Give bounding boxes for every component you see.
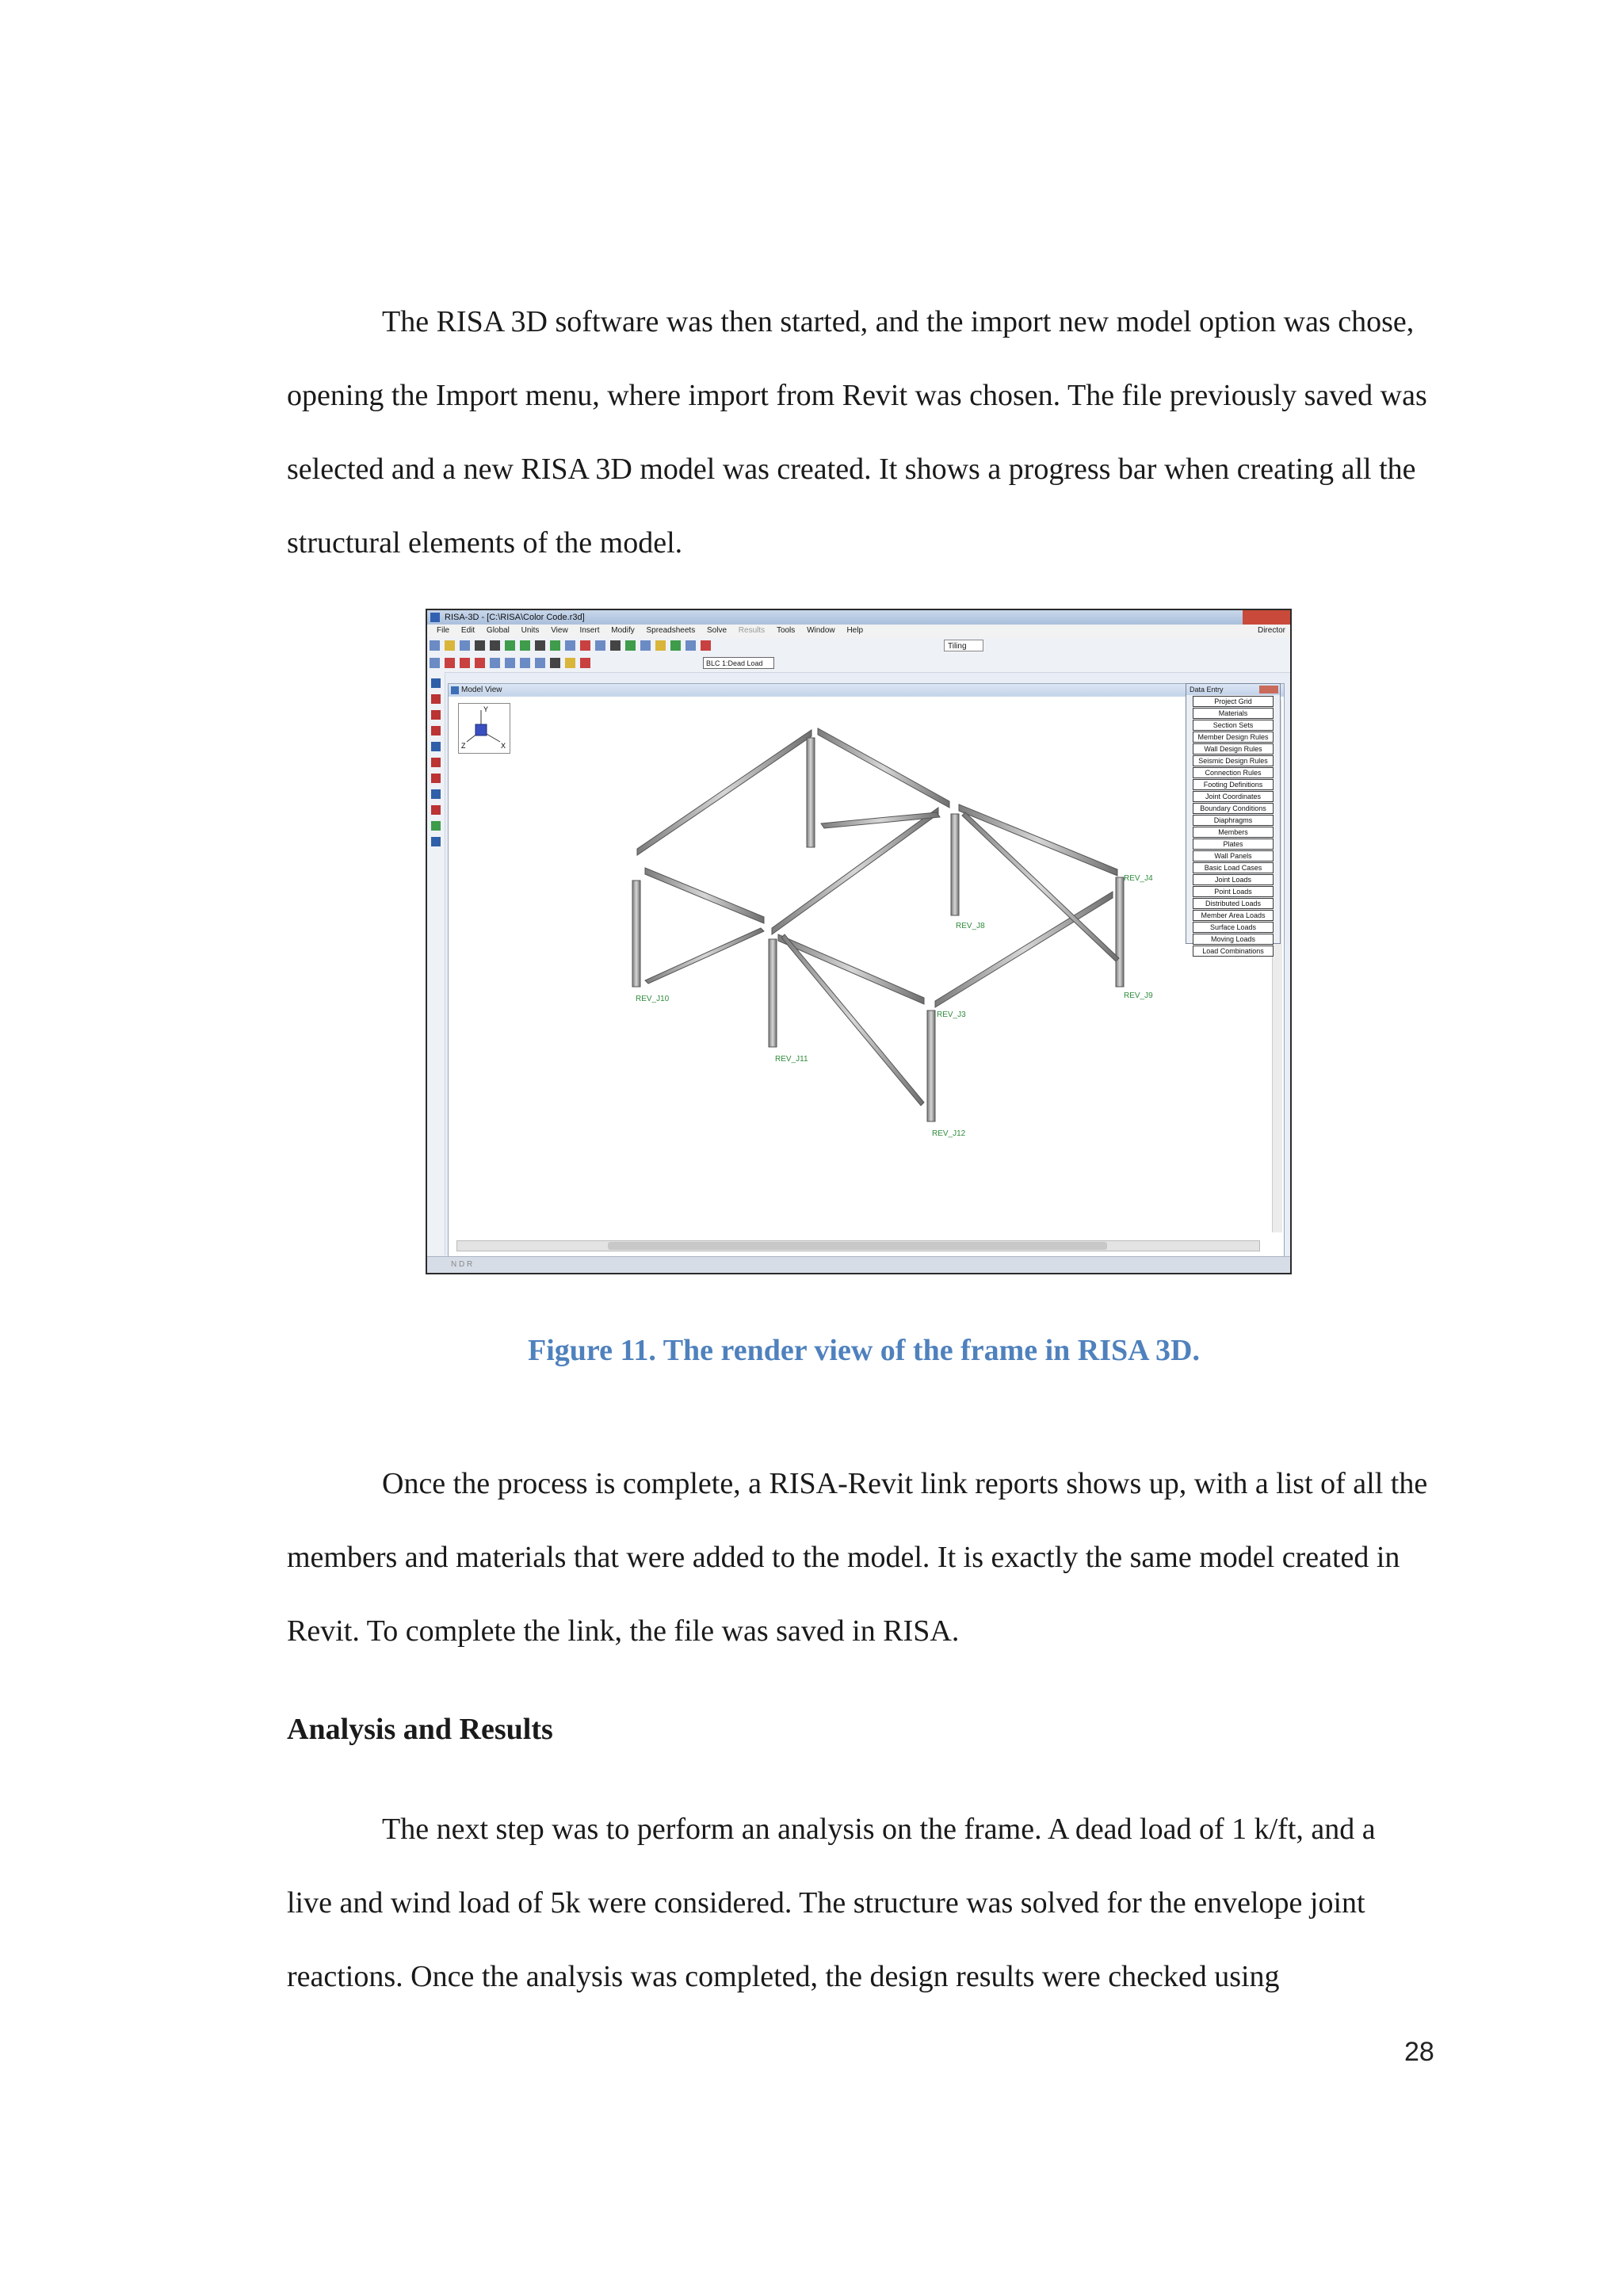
menu-tools[interactable]: Tools bbox=[776, 626, 796, 635]
data-entry-close-icon[interactable] bbox=[1259, 686, 1278, 693]
column-left[interactable] bbox=[632, 881, 640, 987]
lc-icon[interactable] bbox=[670, 640, 681, 651]
save-icon[interactable] bbox=[460, 640, 470, 651]
data-entry-member-area-loads[interactable]: Member Area Loads bbox=[1193, 910, 1274, 921]
axis-z-label: Z bbox=[461, 742, 466, 750]
load-case-select[interactable]: BLC 1:Dead Load bbox=[703, 657, 774, 669]
section-heading: Analysis and Results bbox=[287, 1713, 553, 1746]
tool-check-icon[interactable] bbox=[431, 821, 441, 831]
tool-lock-icon[interactable] bbox=[431, 837, 441, 846]
brace-left[interactable] bbox=[645, 928, 764, 984]
frame-render[interactable] bbox=[449, 697, 1284, 1244]
data-entry-joint-loads[interactable]: Joint Loads bbox=[1193, 874, 1274, 885]
toolbar-view bbox=[427, 655, 1290, 673]
xz-icon[interactable] bbox=[520, 658, 530, 668]
data-entry-surface-loads[interactable]: Surface Loads bbox=[1193, 922, 1274, 933]
new-file-icon[interactable] bbox=[430, 640, 440, 651]
data-entry-distributed-loads[interactable]: Distributed Loads bbox=[1193, 898, 1274, 909]
page-number: 28 bbox=[1404, 2037, 1434, 2067]
tool-joint-icon[interactable] bbox=[431, 694, 441, 704]
menu-bar bbox=[427, 625, 1290, 637]
joint-label-j12: REV_J12 bbox=[932, 1129, 966, 1138]
menu-results[interactable]: Results bbox=[738, 626, 766, 635]
copy-icon[interactable] bbox=[475, 640, 485, 651]
risa-screenshot bbox=[426, 609, 1292, 1274]
tool-line-icon[interactable] bbox=[431, 789, 441, 799]
data-entry-members[interactable]: Members bbox=[1193, 827, 1274, 838]
model-view-titlebar bbox=[449, 684, 1284, 697]
joint-label-j9: REV_J9 bbox=[1124, 991, 1153, 1000]
joint-label-j10: REV_J10 bbox=[636, 995, 670, 1003]
data-entry-moving-loads[interactable]: Moving Loads bbox=[1193, 934, 1274, 945]
window-icon[interactable] bbox=[685, 640, 696, 651]
data-entry-header bbox=[1186, 684, 1280, 695]
column-front[interactable] bbox=[927, 1010, 935, 1121]
tool-load-icon[interactable] bbox=[431, 758, 441, 767]
print-icon[interactable] bbox=[490, 640, 500, 651]
brace-front[interactable] bbox=[781, 934, 924, 1106]
paragraph-link-report: Once the process is complete, a RISA-Revit link reports shows up, with a list of all the members and materials that were added to the model. It is exactly the same model created in Revit. To complete the link, the file was saved in RISA. bbox=[287, 1467, 1428, 1648]
pan-icon[interactable] bbox=[475, 658, 485, 668]
window-title: RISA-3D - [C:\RISA\Color Code.r3d] bbox=[445, 613, 585, 622]
zoom-icon[interactable] bbox=[460, 658, 470, 668]
data-entry-basic-load-cases[interactable]: Basic Load Cases bbox=[1193, 862, 1274, 873]
beam-middle-diag[interactable] bbox=[772, 808, 938, 934]
axis-y-label: Y bbox=[483, 705, 489, 713]
yz-icon[interactable] bbox=[535, 658, 545, 668]
menu-window[interactable]: Window bbox=[807, 626, 835, 635]
menu-view[interactable]: View bbox=[551, 626, 568, 635]
section-icon[interactable] bbox=[565, 640, 575, 651]
label-icon[interactable] bbox=[565, 658, 575, 668]
menu-modify[interactable]: Modify bbox=[611, 626, 635, 635]
data-entry-section-sets[interactable]: Section Sets bbox=[1193, 720, 1274, 731]
window-titlebar bbox=[427, 610, 1290, 625]
joint-label-j3: REV_J3 bbox=[937, 1010, 966, 1019]
menu-director[interactable]: Director bbox=[1257, 626, 1285, 635]
material-icon[interactable] bbox=[580, 640, 590, 651]
grid-icon[interactable] bbox=[595, 640, 605, 651]
joint-label-j4: REV_J4 bbox=[1124, 874, 1153, 883]
toolbar-main bbox=[427, 637, 1290, 655]
joint-label-j8: REV_J8 bbox=[956, 922, 985, 930]
data-entry-project-grid[interactable]: Project Grid bbox=[1193, 696, 1274, 707]
data-entry-seismic-design-rules[interactable]: Seismic Design Rules bbox=[1193, 755, 1274, 766]
data-entry-load-combinations[interactable]: Load Combinations bbox=[1193, 946, 1274, 957]
beam-right-diag[interactable] bbox=[935, 892, 1113, 1007]
members-icon[interactable] bbox=[625, 640, 636, 651]
solve-icon[interactable] bbox=[535, 640, 545, 651]
column-back[interactable] bbox=[807, 738, 815, 847]
beam-front-mid[interactable] bbox=[778, 934, 924, 1004]
undo-icon[interactable] bbox=[505, 640, 515, 651]
paragraph-intro: The RISA 3D software was then started, and the import new model option was chose, opening the Import menu, where import from Revit was chosen. The file previously saved was selected and a new RISA 3D model was created. It shows a progress bar when creating all the structural elements of the model. bbox=[287, 305, 1427, 560]
tool-select-icon[interactable] bbox=[431, 678, 441, 688]
menu-insert[interactable]: Insert bbox=[579, 626, 600, 635]
menu-solve[interactable]: Solve bbox=[707, 626, 727, 635]
window-controls[interactable] bbox=[1243, 610, 1290, 625]
axis-x-label: X bbox=[501, 742, 506, 750]
beam-right-top[interactable] bbox=[959, 804, 1117, 876]
status-bar bbox=[427, 1256, 1290, 1273]
view-icon[interactable] bbox=[430, 658, 440, 668]
data-entry-wall-design-rules[interactable]: Wall Design Rules bbox=[1193, 743, 1274, 755]
data-entry-panel bbox=[1186, 683, 1281, 955]
data-entry-point-loads[interactable]: Point Loads bbox=[1193, 886, 1274, 897]
tool-member-icon[interactable] bbox=[431, 710, 441, 720]
tool-circle-icon[interactable] bbox=[431, 774, 441, 783]
tool-plate-icon[interactable] bbox=[431, 726, 441, 735]
figure-caption: Figure 11. The render view of the frame in RISA 3D. bbox=[528, 1334, 1200, 1367]
left-toolbar bbox=[427, 672, 445, 1255]
joint-label-j11: REV_J11 bbox=[775, 1055, 808, 1064]
beam-back-top[interactable] bbox=[818, 728, 949, 808]
data-entry-joint-coordinates[interactable]: Joint Coordinates bbox=[1193, 791, 1274, 802]
results-icon[interactable] bbox=[550, 640, 560, 651]
table-icon[interactable] bbox=[610, 640, 621, 651]
data-entry-title: Data Entry bbox=[1190, 686, 1224, 693]
menu-spreadsheets[interactable]: Spreadsheets bbox=[646, 626, 696, 635]
data-entry-footing-definitions[interactable]: Footing Definitions bbox=[1193, 779, 1274, 790]
column-center[interactable] bbox=[769, 939, 777, 1047]
model-view-title: Model View bbox=[461, 686, 502, 694]
tool-grid-icon[interactable] bbox=[431, 805, 441, 815]
app-icon bbox=[430, 613, 440, 622]
menu-edit[interactable]: Edit bbox=[460, 626, 475, 635]
iso-icon[interactable] bbox=[490, 658, 500, 668]
redo-icon[interactable] bbox=[520, 640, 530, 651]
data-entry-boundary-conditions[interactable]: Boundary Conditions bbox=[1193, 803, 1274, 814]
model-view-window[interactable] bbox=[448, 683, 1285, 1257]
plates-icon[interactable] bbox=[640, 640, 651, 651]
column-right[interactable] bbox=[1116, 877, 1124, 987]
report-icon[interactable] bbox=[701, 640, 711, 651]
beam-back-left[interactable] bbox=[637, 730, 812, 855]
model-view-icon bbox=[451, 686, 459, 694]
column-mid-back[interactable] bbox=[951, 814, 959, 915]
menu-help[interactable]: Help bbox=[846, 626, 864, 635]
beam-left-front[interactable] bbox=[645, 868, 764, 923]
data-entry-member-design-rules[interactable]: Member Design Rules bbox=[1193, 732, 1274, 743]
tiling-button[interactable]: Tiling bbox=[944, 640, 983, 651]
data-entry-connection-rules[interactable]: Connection Rules bbox=[1193, 767, 1274, 778]
status-text: N D R bbox=[451, 1260, 473, 1269]
data-entry-materials[interactable]: Materials bbox=[1193, 708, 1274, 719]
menu-global[interactable]: Global bbox=[486, 626, 510, 635]
open-folder-icon[interactable] bbox=[445, 640, 455, 651]
menu-units[interactable]: Units bbox=[521, 626, 540, 635]
rotate-icon[interactable] bbox=[445, 658, 455, 668]
paragraph-analysis: The next step was to perform an analysis on the frame. A dead load of 1 k/ft, and a live and wind load of 5k were considered. The structure was solved for the envelope joint reactions. Once the analysis was completed, the design results were checked using bbox=[287, 1813, 1376, 1993]
load-display-icon[interactable] bbox=[580, 658, 590, 668]
horizontal-scrollbar[interactable] bbox=[456, 1240, 1260, 1251]
tool-boundary-icon[interactable] bbox=[431, 742, 441, 751]
menu-file[interactable]: File bbox=[437, 626, 450, 635]
data-entry-diaphragms[interactable]: Diaphragms bbox=[1193, 815, 1274, 826]
data-entry-wall-panels[interactable]: Wall Panels bbox=[1193, 850, 1274, 861]
xy-icon[interactable] bbox=[505, 658, 515, 668]
render-icon[interactable] bbox=[550, 658, 560, 668]
load-icon[interactable] bbox=[655, 640, 666, 651]
data-entry-plates[interactable]: Plates bbox=[1193, 839, 1274, 850]
scroll-thumb[interactable] bbox=[608, 1242, 1107, 1250]
